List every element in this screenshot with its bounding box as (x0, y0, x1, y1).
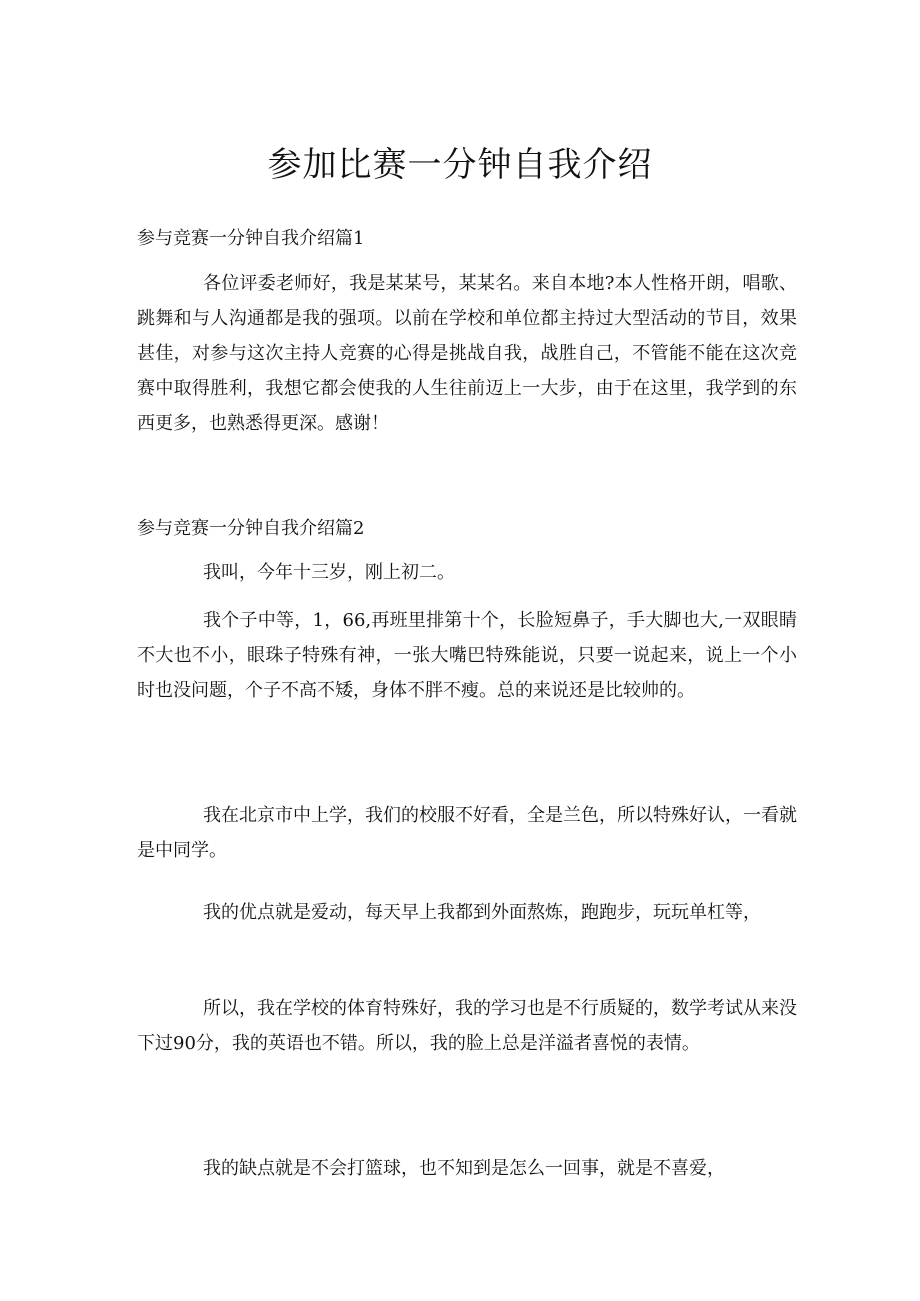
section-2-paragraph-6: 我的缺点就是不会打篮球，也不知到是怎么一回事，就是不喜爱， (203, 1158, 725, 1179)
section-2-paragraph-2: 我个子中等，1，66,再班里排第十个，长脸短鼻子，手大脚也大,一双眼睛不大也不小，眼珠子特殊有神，一张大嘴巴特殊能说，只要一说起来，说上一个小时也没问题，个子不高不矮，身体不胖不瘦。总的来说还是比较帅的。 (137, 610, 797, 701)
section-1-heading: 参与竞赛一分钟自我介绍篇1 (137, 228, 365, 249)
section-2-heading: 参与竞赛一分钟自我介绍篇2 (137, 518, 365, 539)
page-title: 参加比赛一分钟自我介绍 (267, 145, 653, 185)
section-2-paragraph-5: 所以，我在学校的体育特殊好，我的学习也是不行质疑的，数学考试从来没下过90分，我的英语也不错。所以，我的脸上总是洋溢者喜悦的表情。 (137, 998, 797, 1054)
section-2-paragraph-4: 我的优点就是爱动，每天早上我都到外面熬炼，跑跑步，玩玩单杠等， (203, 902, 761, 923)
section-2-paragraph-3: 我在北京市中上学，我们的校服不好看，全是兰色，所以特殊好认，一看就是中同学。 (137, 805, 797, 861)
section-1-paragraph-1: 各位评委老师好，我是某某号，某某名。来自本地?本人性格开朗，唱歌、跳舞和与人沟通都是我的强项。以前在学校和单位都主持过大型活动的节目，效果甚佳，对参与这次主持人竞赛的心得是挑战自我，战胜自己，不管能不能在这次竞赛中取得胜利，我想它都会使我的人生往前迈上一大步，由于在这里，我学到的东西更多，也熟悉得更深。感谢！ (137, 273, 797, 434)
section-2-paragraph-1: 我叫，今年十三岁，刚上初二。 (203, 562, 455, 583)
